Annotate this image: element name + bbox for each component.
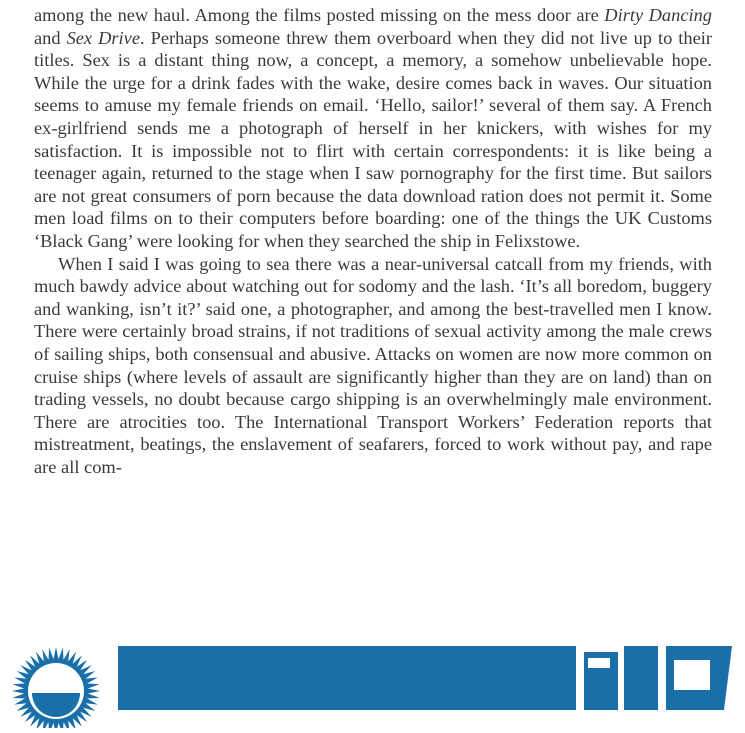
text-run: and (34, 27, 67, 48)
sun-burst-icon (0, 625, 112, 728)
text-run: . Perhaps someone threw them overboard when they did not live up to their titles. Sex is a distant thing now, a concept, a memory, a somehow unbelievable hope. While the urge for a drink fades with the wake, desire comes back in waves. Our situation seems to amuse my female friends on email. ‘Hello, sailor!’ several of them say. A French ex-girlfriend sends me a photograph of herself in her knickers, with wishes for my satisfaction. It is impossible not to flirt with certain correspondents: it is like being a teenager again, returned to the stage when I saw pornography for the first time. But sailors are not great consumers of porn because the data download ration does not permit it. Some men load films on to their computers before boarding: one of the things the UK Customs ‘Black Gang’ were looking for when they searched the ship in Felixstowe. (34, 27, 712, 251)
text-run: When I said I was going to sea there was a near-universal catcall from my friends, with much bawdy advice about watching out for sodomy and the lash. ‘It’s all boredom, buggery and wanking, isn’t it?’ said one, a photographer, and among the best-travelled men I know. There were certainly broad strains, if not traditions of sexual activity among the male crews of sailing ships, both consensual and abusive. Attacks on women are now more common on cruise ships (where levels of assault are significantly higher than they are on land) than on trading vessels, no doubt because cargo shipping is an overwhelmingly male environment. There are atrocities too. The International Transport Workers’ Federation reports that mistreatment, beatings, the enslavement of seafarers, forced to work without pay, and rape are all com- (34, 253, 712, 477)
film-title: Sex Drive (66, 27, 140, 48)
body-text (34, 4, 712, 620)
film-title: Dirty Dancing (604, 5, 712, 25)
paragraph (34, 4, 712, 253)
paragraph (34, 253, 712, 479)
brand-banner (118, 640, 732, 718)
banner-shape (118, 646, 732, 710)
text-run: among the new haul. Among the films posted missing on the mess door are (34, 5, 605, 25)
